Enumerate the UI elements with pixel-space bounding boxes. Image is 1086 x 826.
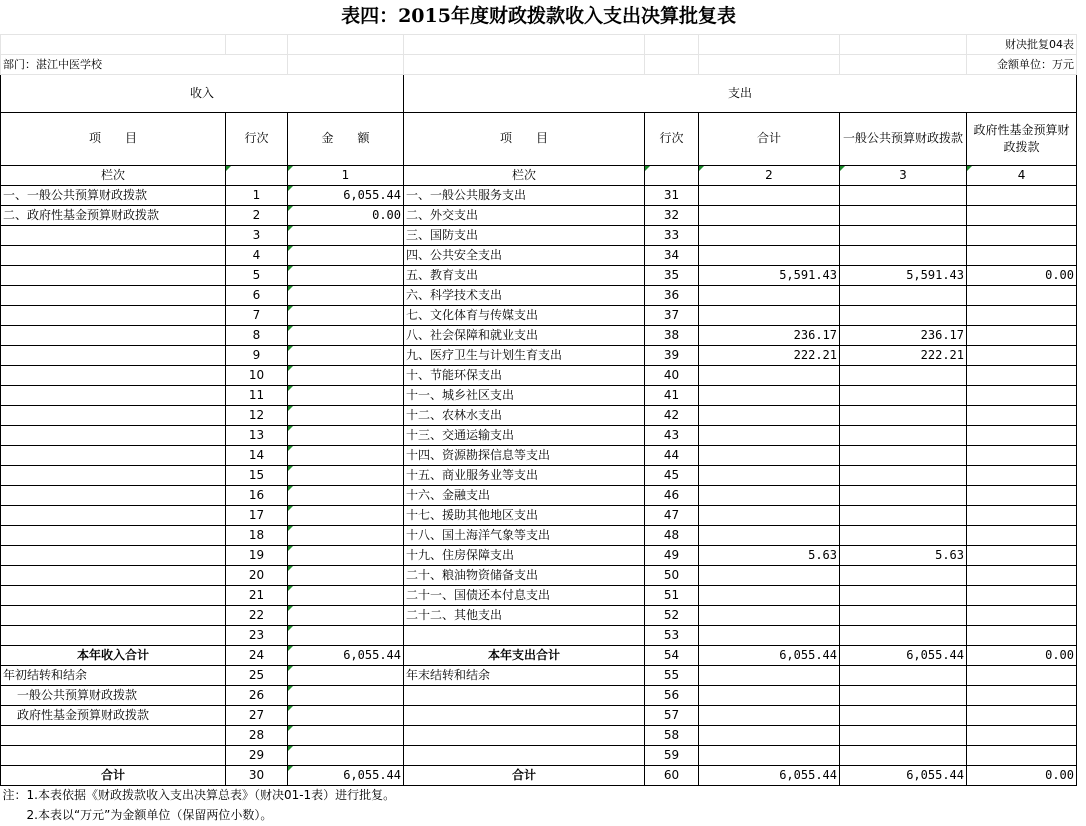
income-amount: 6,055.44 [288, 185, 404, 205]
income-line-header: 行次 [226, 112, 288, 165]
expense-general-budget [840, 705, 967, 725]
expense-total [699, 245, 840, 265]
form-code: 财决批复04表 [967, 34, 1077, 54]
expense-total-header: 合计 [699, 112, 840, 165]
income-item: 一、一般公共预算财政拨款 [1, 185, 226, 205]
expense-total [699, 485, 840, 505]
expense-line-no: 38 [645, 325, 699, 345]
expense-line-no: 54 [645, 645, 699, 665]
income-line-no: 6 [226, 285, 288, 305]
expense-item: 十四、资源勘探信息等支出 [404, 445, 645, 465]
expense-general-budget [840, 745, 967, 765]
income-line-no: 2 [226, 205, 288, 225]
income-line-no: 12 [226, 405, 288, 425]
expense-gov-fund [967, 305, 1077, 325]
expense-general-budget [840, 605, 967, 625]
income-amount [288, 445, 404, 465]
income-line-no: 29 [226, 745, 288, 765]
expense-general-budget: 5.63 [840, 545, 967, 565]
expense-general-budget: 6,055.44 [840, 645, 967, 665]
expense-item: 二、外交支出 [404, 205, 645, 225]
expense-general-budget [840, 665, 967, 685]
income-line-no: 24 [226, 645, 288, 665]
table-row [1, 305, 1077, 325]
expense-item: 五、教育支出 [404, 265, 645, 285]
expense-gov-fund [967, 365, 1077, 385]
expense-general-budget: 222.21 [840, 345, 967, 365]
expense-line-no: 55 [645, 665, 699, 685]
expense-general-budget [840, 285, 967, 305]
income-amount [288, 485, 404, 505]
expense-total: 222.21 [699, 345, 840, 365]
table-row [1, 365, 1077, 385]
income-amount [288, 505, 404, 525]
income-line-no: 28 [226, 725, 288, 745]
expense-gov-fund [967, 665, 1077, 685]
expense-line-no: 39 [645, 345, 699, 365]
table-row [1, 345, 1077, 365]
expense-general-budget: 5,591.43 [840, 265, 967, 285]
table-row [1, 605, 1077, 625]
income-amount [288, 425, 404, 445]
income-line-no: 22 [226, 605, 288, 625]
expense-gov-fund [967, 205, 1077, 225]
expense-gov-fund [967, 725, 1077, 745]
expense-line-no: 46 [645, 485, 699, 505]
table-row [1, 525, 1077, 545]
expense-gov-fund [967, 545, 1077, 565]
expense-gov-fund [967, 505, 1077, 525]
expense-gov-fund [967, 345, 1077, 365]
table-row [1, 725, 1077, 745]
expense-item [404, 705, 645, 725]
expense-gov-fund [967, 185, 1077, 205]
income-amount [288, 665, 404, 685]
expense-gov-fund [967, 605, 1077, 625]
income-line-no: 30 [226, 765, 288, 785]
income-item: 二、政府性基金预算财政拨款 [1, 205, 226, 225]
expense-item: 十三、交通运输支出 [404, 425, 645, 445]
expense-item: 三、国防支出 [404, 225, 645, 245]
expense-item [404, 685, 645, 705]
expense-gov-fund [967, 705, 1077, 725]
expense-general-budget [840, 365, 967, 385]
expense-item: 一、一般公共服务支出 [404, 185, 645, 205]
income-section-header: 收入 [1, 74, 404, 112]
income-line-no: 7 [226, 305, 288, 325]
column-row-label: 栏次 [1, 165, 226, 185]
income-line-no: 20 [226, 565, 288, 585]
income-item [1, 365, 226, 385]
expense-total [699, 445, 840, 465]
income-line-no: 8 [226, 325, 288, 345]
income-line-no: 16 [226, 485, 288, 505]
expense-total: 5,591.43 [699, 265, 840, 285]
table-row [1, 325, 1077, 345]
expense-line-no: 36 [645, 285, 699, 305]
expense-total [699, 225, 840, 245]
expense-line-no: 52 [645, 605, 699, 625]
expense-general-budget [840, 685, 967, 705]
income-amount [288, 265, 404, 285]
expense-total: 6,055.44 [699, 765, 840, 785]
income-amount [288, 285, 404, 305]
expense-gov-fund [967, 625, 1077, 645]
income-amount [288, 365, 404, 385]
income-item [1, 385, 226, 405]
income-amount [288, 525, 404, 545]
income-item [1, 565, 226, 585]
income-amount [288, 305, 404, 325]
income-line-no: 11 [226, 385, 288, 405]
income-item [1, 305, 226, 325]
expense-total [699, 405, 840, 425]
expense-line-no: 32 [645, 205, 699, 225]
income-amount [288, 725, 404, 745]
expense-general-budget [840, 385, 967, 405]
expense-general-budget [840, 445, 967, 465]
expense-line-no: 56 [645, 685, 699, 705]
expense-line-no: 50 [645, 565, 699, 585]
table-row [1, 385, 1077, 405]
expense-total [699, 685, 840, 705]
income-amount: 6,055.44 [288, 765, 404, 785]
expense-item: 十五、商业服务业等支出 [404, 465, 645, 485]
expense-line-no: 42 [645, 405, 699, 425]
expense-line-no: 44 [645, 445, 699, 465]
table-row [1, 765, 1077, 785]
expense-gov-fund [967, 385, 1077, 405]
income-item: 政府性基金预算财政拨款 [1, 705, 226, 725]
income-line-no: 3 [226, 225, 288, 245]
income-item [1, 285, 226, 305]
income-item [1, 625, 226, 645]
expense-item: 十二、农林水支出 [404, 405, 645, 425]
income-line-no: 23 [226, 625, 288, 645]
table-row [1, 245, 1077, 265]
expense-gov-fund: 0.00 [967, 265, 1077, 285]
income-amount [288, 585, 404, 605]
income-item [1, 725, 226, 745]
column-number: 2 [699, 165, 840, 185]
expense-total [699, 605, 840, 625]
income-amount [288, 405, 404, 425]
column-number: 3 [840, 165, 967, 185]
expense-line-no: 48 [645, 525, 699, 545]
income-line-no: 13 [226, 425, 288, 445]
income-item [1, 265, 226, 285]
expense-gov-fund [967, 465, 1077, 485]
income-item [1, 345, 226, 365]
income-line-no: 14 [226, 445, 288, 465]
expense-total [699, 565, 840, 585]
table-row [1, 625, 1077, 645]
expense-gov-fund [967, 745, 1077, 765]
income-amount [288, 685, 404, 705]
expense-item-header: 项 目 [404, 112, 645, 165]
column-row-blank [645, 165, 699, 185]
table-row [1, 405, 1077, 425]
expense-line-no: 43 [645, 425, 699, 445]
expense-general-budget [840, 485, 967, 505]
income-amount: 0.00 [288, 205, 404, 225]
expense-item: 本年支出合计 [404, 645, 645, 665]
column-row-label: 栏次 [404, 165, 645, 185]
expense-line-no: 60 [645, 765, 699, 785]
unit-label: 金额单位：万元 [967, 54, 1077, 74]
expense-general-budget [840, 625, 967, 645]
expense-general-budget: 6,055.44 [840, 765, 967, 785]
income-item [1, 605, 226, 625]
expense-line-no: 45 [645, 465, 699, 485]
expense-item: 合计 [404, 765, 645, 785]
expense-total [699, 465, 840, 485]
income-item: 合计 [1, 765, 226, 785]
expense-line-no: 51 [645, 585, 699, 605]
income-line-no: 21 [226, 585, 288, 605]
expense-item: 六、科学技术支出 [404, 285, 645, 305]
income-line-no: 15 [226, 465, 288, 485]
expense-gov-fund [967, 485, 1077, 505]
expense-line-header: 行次 [645, 112, 699, 165]
expense-line-no: 59 [645, 745, 699, 765]
expense-general-budget [840, 525, 967, 545]
table-row [1, 425, 1077, 445]
expense-line-no: 49 [645, 545, 699, 565]
income-item [1, 485, 226, 505]
expense-line-no: 57 [645, 705, 699, 725]
expense-general-budget [840, 725, 967, 745]
income-line-no: 27 [226, 705, 288, 725]
income-item [1, 425, 226, 445]
expense-item: 二十二、其他支出 [404, 605, 645, 625]
expense-gov-fund: 0.00 [967, 765, 1077, 785]
income-line-no: 10 [226, 365, 288, 385]
table-row [1, 205, 1077, 225]
table-row [1, 685, 1077, 705]
expense-general-budget: 236.17 [840, 325, 967, 345]
income-line-no: 18 [226, 525, 288, 545]
expense-line-no: 31 [645, 185, 699, 205]
column-number: 1 [288, 165, 404, 185]
department-label: 部门：湛江中医学校 [1, 54, 288, 74]
report-title: 表四：2015年度财政拨款收入支出决算批复表 [341, 5, 736, 28]
footnote: 注：1.本表依据《财政拨款收入支出决算总表》（财决01-1表）进行批复。 [2, 787, 396, 802]
expense-total [699, 625, 840, 645]
expense-line-no: 58 [645, 725, 699, 745]
expense-gov-fund [967, 525, 1077, 545]
expense-line-no: 37 [645, 305, 699, 325]
expense-line-no: 47 [645, 505, 699, 525]
expense-gov-fund [967, 285, 1077, 305]
expense-general-budget [840, 585, 967, 605]
expense-item: 九、医疗卫生与计划生育支出 [404, 345, 645, 365]
expense-total [699, 365, 840, 385]
expense-total [699, 745, 840, 765]
income-amount [288, 705, 404, 725]
expense-general-budget [840, 225, 967, 245]
expense-total [699, 705, 840, 725]
income-amount [288, 225, 404, 245]
expense-line-no: 41 [645, 385, 699, 405]
income-item [1, 405, 226, 425]
table-row [1, 485, 1077, 505]
gov-fund-header: 政府性基金预算财政拨款 [967, 112, 1077, 165]
expense-line-no: 33 [645, 225, 699, 245]
expense-item [404, 625, 645, 645]
income-amount [288, 325, 404, 345]
income-item: 一般公共预算财政拨款 [1, 685, 226, 705]
income-amount [288, 385, 404, 405]
income-line-no: 1 [226, 185, 288, 205]
income-item [1, 525, 226, 545]
expense-total [699, 305, 840, 325]
expense-gov-fund [967, 685, 1077, 705]
expense-total [699, 425, 840, 445]
expense-total [699, 385, 840, 405]
expense-item [404, 745, 645, 765]
income-line-no: 5 [226, 265, 288, 285]
expense-total [699, 665, 840, 685]
income-line-no: 25 [226, 665, 288, 685]
income-amount [288, 465, 404, 485]
expense-item: 年末结转和结余 [404, 665, 645, 685]
expense-total [699, 185, 840, 205]
income-item [1, 225, 226, 245]
expense-general-budget [840, 245, 967, 265]
expense-item: 二十一、国债还本付息支出 [404, 585, 645, 605]
column-number: 4 [967, 165, 1077, 185]
expense-item [404, 725, 645, 745]
table-row [1, 585, 1077, 605]
income-line-no: 9 [226, 345, 288, 365]
expense-gov-fund [967, 585, 1077, 605]
expense-general-budget [840, 305, 967, 325]
expense-general-budget [840, 425, 967, 445]
table-row [1, 565, 1077, 585]
table-row [1, 505, 1077, 525]
income-amount-header: 金 额 [288, 112, 404, 165]
income-item [1, 445, 226, 465]
table-row [1, 265, 1077, 285]
table-row [1, 645, 1077, 665]
table-row [1, 705, 1077, 725]
income-item-header: 项 目 [1, 112, 226, 165]
expense-total: 6,055.44 [699, 645, 840, 665]
expense-total: 236.17 [699, 325, 840, 345]
income-item [1, 245, 226, 265]
income-amount [288, 345, 404, 365]
expense-general-budget [840, 405, 967, 425]
income-item: 本年收入合计 [1, 645, 226, 665]
expense-item: 七、文化体育与传媒支出 [404, 305, 645, 325]
expense-gov-fund [967, 245, 1077, 265]
expense-total [699, 205, 840, 225]
expense-line-no: 40 [645, 365, 699, 385]
income-line-no: 19 [226, 545, 288, 565]
expense-general-budget [840, 465, 967, 485]
expense-section-header: 支出 [404, 74, 1077, 112]
expense-gov-fund [967, 565, 1077, 585]
income-item: 年初结转和结余 [1, 665, 226, 685]
income-amount [288, 625, 404, 645]
income-item [1, 745, 226, 765]
income-amount [288, 605, 404, 625]
table-row [1, 445, 1077, 465]
column-row-blank [226, 165, 288, 185]
expense-line-no: 35 [645, 265, 699, 285]
income-line-no: 26 [226, 685, 288, 705]
expense-item: 十、节能环保支出 [404, 365, 645, 385]
expense-total [699, 505, 840, 525]
expense-general-budget [840, 565, 967, 585]
expense-gov-fund: 0.00 [967, 645, 1077, 665]
expense-item: 八、社会保障和就业支出 [404, 325, 645, 345]
expense-gov-fund [967, 445, 1077, 465]
income-item [1, 585, 226, 605]
expense-gov-fund [967, 225, 1077, 245]
expense-total [699, 285, 840, 305]
expense-general-budget [840, 205, 967, 225]
income-amount [288, 245, 404, 265]
expense-item: 十八、国土海洋气象等支出 [404, 525, 645, 545]
expense-item: 十一、城乡社区支出 [404, 385, 645, 405]
expense-item: 十九、住房保障支出 [404, 545, 645, 565]
income-item [1, 325, 226, 345]
income-item [1, 505, 226, 525]
income-amount [288, 565, 404, 585]
income-amount [288, 745, 404, 765]
expense-item: 二十、粮油物资储备支出 [404, 565, 645, 585]
income-amount [288, 545, 404, 565]
income-line-no: 17 [226, 505, 288, 525]
expense-line-no: 34 [645, 245, 699, 265]
expense-total [699, 525, 840, 545]
expense-line-no: 53 [645, 625, 699, 645]
expense-gov-fund [967, 425, 1077, 445]
expense-item: 十六、金融支出 [404, 485, 645, 505]
expense-total [699, 585, 840, 605]
income-amount: 6,055.44 [288, 645, 404, 665]
expense-item: 十七、援助其他地区支出 [404, 505, 645, 525]
expense-general-budget [840, 505, 967, 525]
income-line-no: 4 [226, 245, 288, 265]
table-row [1, 465, 1077, 485]
expense-gov-fund [967, 325, 1077, 345]
expense-total [699, 725, 840, 745]
expense-general-budget [840, 185, 967, 205]
expense-total: 5.63 [699, 545, 840, 565]
footnote: 2.本表以“万元”为金额单位（保留两位小数）。 [2, 807, 273, 822]
table-row [1, 545, 1077, 565]
table-row [1, 745, 1077, 765]
table-row [1, 185, 1077, 205]
general-budget-header: 一般公共预算财政拨款 [840, 112, 967, 165]
income-item [1, 545, 226, 565]
income-item [1, 465, 226, 485]
table-row [1, 225, 1077, 245]
expense-item: 四、公共安全支出 [404, 245, 645, 265]
table-row [1, 285, 1077, 305]
expense-gov-fund [967, 405, 1077, 425]
table-row [1, 665, 1077, 685]
